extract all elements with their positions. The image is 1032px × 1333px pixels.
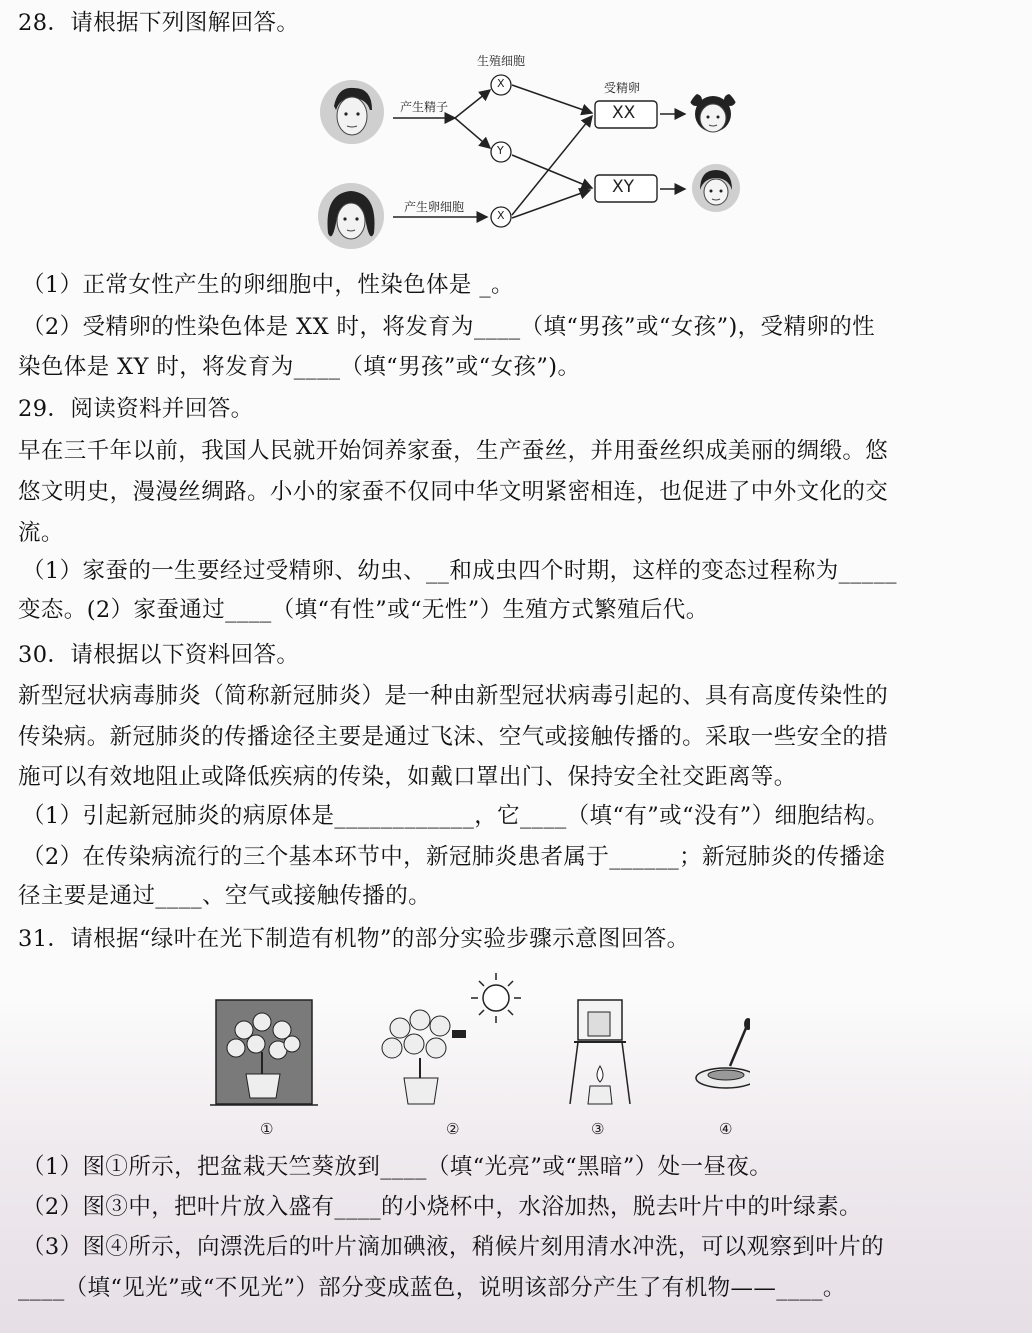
q31-title: 31．请根据“绿叶在光下制造有机物”的部分实验步骤示意图回答。	[18, 926, 690, 952]
q30-para-line3: 施可以有效地阻止或降低疾病的传染，如戴口罩出门、保持安全社交距离等。	[18, 764, 797, 790]
step3-water-bath-heating	[570, 1000, 630, 1104]
step2-plant-in-sunlight	[382, 973, 521, 1104]
q29-para-line1: 早在三千年以前，我国人民就开始饲养家蚕，生产蚕丝，并用蚕丝织成美丽的绸缎。悠	[18, 438, 889, 464]
father-face-image	[320, 80, 384, 144]
q29-question-line2: 变态。(2）家蚕通过____（填“有性”或“无性”）生殖方式繁殖后代。	[18, 597, 709, 623]
q28-title: 28．请根据下列图解回答。	[18, 10, 300, 36]
boy-face-image	[692, 164, 740, 212]
q31-sub3-line2: ____（填“见光”或“不见光”）部分变成蓝色，说明该部分产生了有机物——____。	[18, 1275, 846, 1301]
q29-para-line2: 悠文明史，漫漫丝绸路。小小的家蚕不仅同中华文明紧密相连，也促进了中外文化的交	[18, 479, 889, 505]
fertilized-egg-label: 受精卵	[604, 81, 641, 95]
q31-sub1: （1）图①所示，把盆栽天竺葵放到____（填“光亮”或“黑暗”）处一昼夜。	[22, 1154, 773, 1180]
figure-caption-3: ③	[591, 1120, 605, 1138]
q28-sub1: （1）正常女性产生的卵细胞中，性染色体是 _。	[22, 272, 514, 298]
zygote-xy-label: XY	[612, 177, 635, 197]
q31-sub2: （2）图③中，把叶片放入盛有____的小烧杯中，水浴加热，脱去叶片中的叶绿素。	[22, 1194, 862, 1220]
figure-caption-1: ①	[260, 1120, 274, 1138]
sperm-production-label: 产生精子	[400, 100, 449, 114]
germ-cells-label: 生殖细胞	[477, 54, 526, 68]
step4-iodine-dropper-dish	[696, 1018, 750, 1088]
girl-face-image	[688, 88, 738, 138]
q29-para-line3: 流。	[18, 520, 64, 546]
q29-question-line1: （1）家蚕的一生要经过受精卵、幼虫、__和成虫四个时期，这样的变态过程称为_____	[22, 558, 897, 584]
q29-title: 29．阅读资料并回答。	[18, 396, 254, 422]
q28-sub2-line1: （2）受精卵的性染色体是 XX 时，将发育为____（填“男孩”或“女孩”)，受精卵的性	[22, 314, 876, 340]
zygote-xx-label: XX	[612, 103, 636, 123]
mother-face-image	[318, 183, 384, 249]
q30-sub2-line2: 径主要是通过____、空气或接触传播的。	[18, 883, 432, 909]
chromosome-x-sperm: X	[497, 77, 505, 90]
egg-production-label: 产生卵细胞	[404, 200, 465, 214]
chromosome-x-egg: X	[497, 209, 505, 222]
q30-sub2-line1: （2）在传染病流行的三个基本环节中，新冠肺炎患者属于______；新冠肺炎的传播途	[22, 844, 886, 870]
q28-sub2-line2: 染色体是 XY 时，将发育为____（填“男孩”或“女孩”)。	[18, 354, 581, 380]
q31-sub3-line1: （3）图④所示，向漂洗后的叶片滴加碘液，稍候片刻用清水冲洗，可以观察到叶片的	[22, 1234, 885, 1260]
q30-para-line2: 传染病。新冠肺炎的传播途径主要是通过飞沫、空气或接触传播的。采取一些安全的措	[18, 724, 889, 750]
q30-sub1: （1）引起新冠肺炎的病原体是____________，它____（填“有”或“没有”）细胞结构。	[22, 803, 890, 829]
q30-title: 30．请根据以下资料回答。	[18, 642, 300, 668]
figure-caption-2: ②	[446, 1120, 460, 1138]
step1-dark-box-plant	[210, 1000, 318, 1105]
chromosome-y-sperm: Y	[497, 144, 504, 157]
figure-caption-4: ④	[719, 1120, 733, 1138]
experiment-steps-figure	[210, 965, 750, 1115]
q30-para-line1: 新型冠状病毒肺炎（简称新冠肺炎）是一种由新型冠状病毒引起的、具有高度传染性的	[18, 683, 889, 709]
